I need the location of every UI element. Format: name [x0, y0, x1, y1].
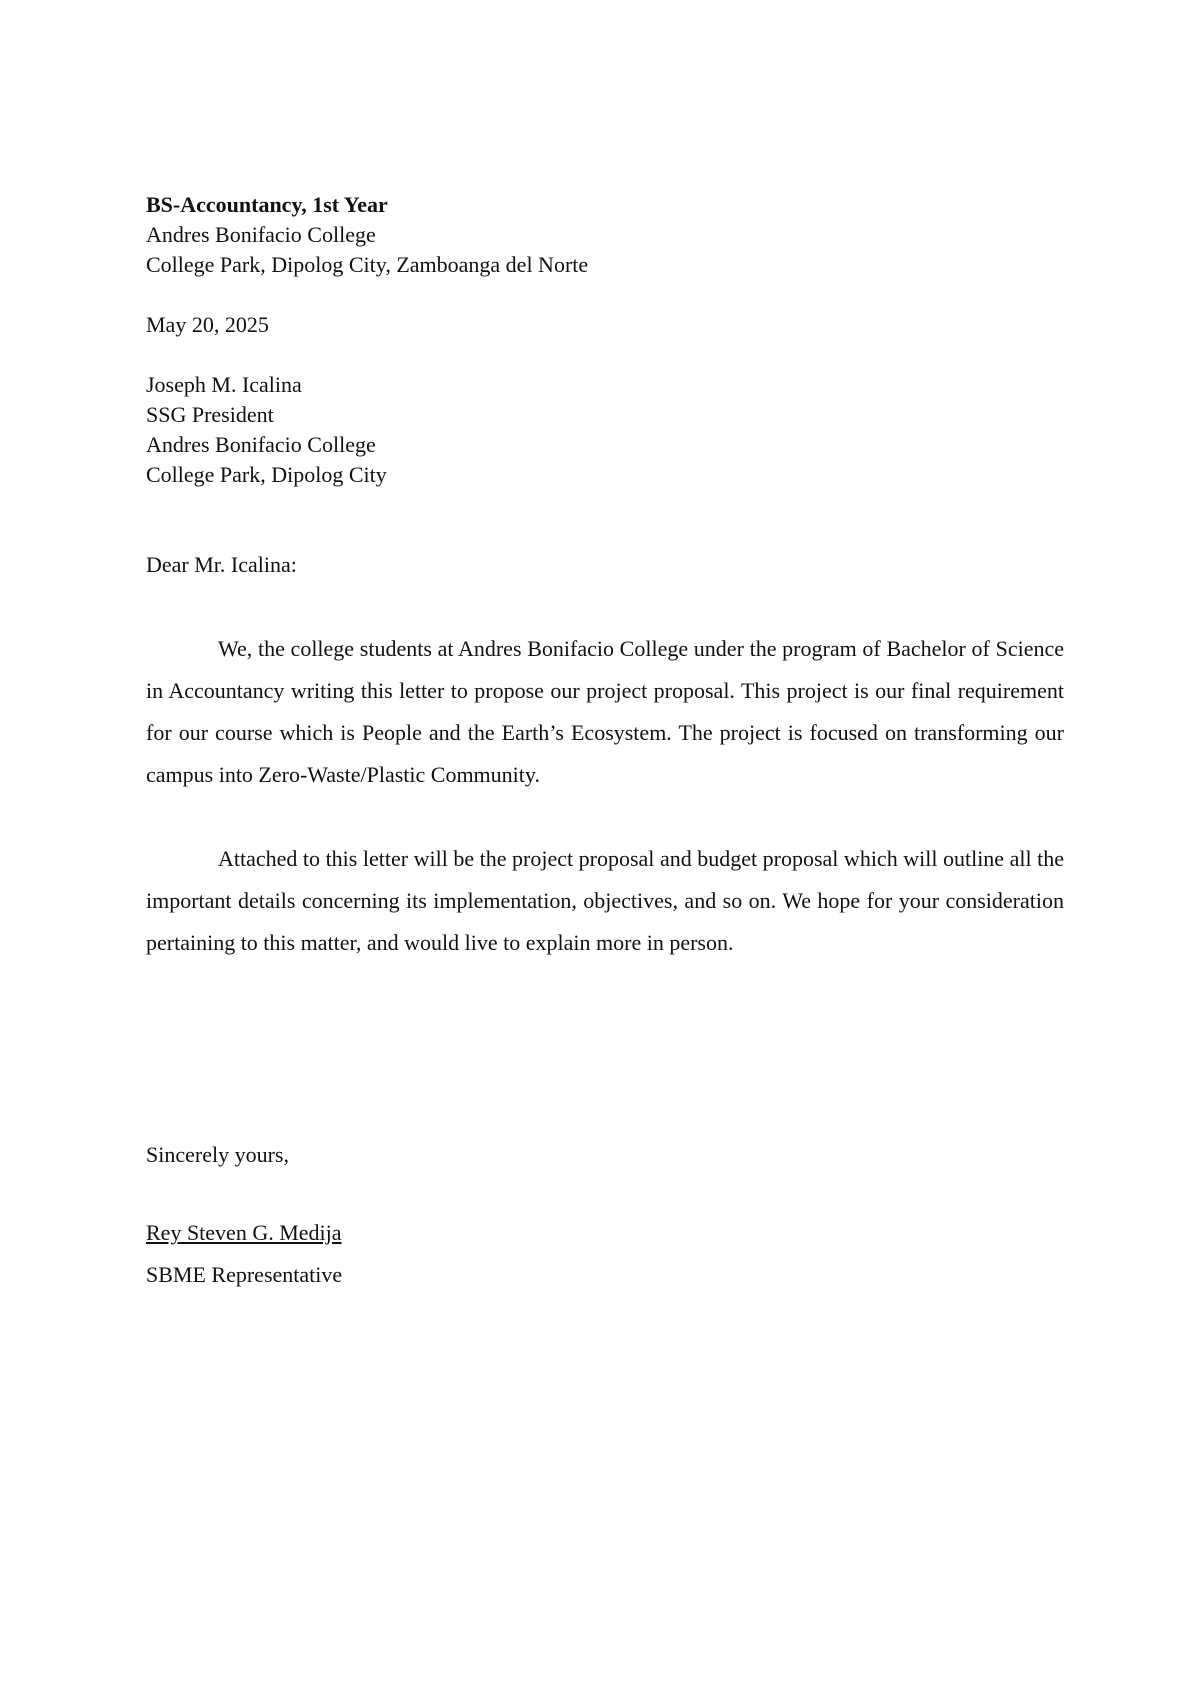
salutation-block — [146, 550, 1064, 580]
letter — [146, 190, 1064, 1296]
recipient-name: Joseph M. Icalina — [146, 372, 302, 397]
sender-program: BS-Accountancy, 1st Year — [146, 192, 388, 217]
letter-date: May 20, 2025 — [146, 312, 269, 337]
sender-school: Andres Bonifacio College — [146, 222, 376, 247]
closing: Sincerely yours, — [146, 1142, 289, 1167]
recipient-block — [146, 370, 1064, 490]
recipient-address: College Park, Dipolog City — [146, 462, 387, 487]
date-block — [146, 310, 1064, 340]
closing-block — [146, 1140, 1064, 1170]
salutation: Dear Mr. Icalina: — [146, 552, 297, 577]
signature-name: Rey Steven G. Medija — [146, 1220, 342, 1245]
signature-title: SBME Representative — [146, 1262, 343, 1287]
body-paragraph-1: We, the college students at Andres Bonifacio College under the program of Bachelor of Science in Accountancy writing this letter to propose our project proposal. This project is our final requirement for our course which is People and the Earth’s Ecosystem. The project is focused on transforming our campus into Zero-Waste/Plastic Community. — [146, 636, 1064, 787]
body-paragraph-2: Attached to this letter will be the project proposal and budget proposal which will outline all the important details concerning its implementation, objectives, and so on. We hope for your consideration pertaining to this matter, and would live to explain more in person. — [146, 846, 1064, 955]
sender-block — [146, 190, 1064, 280]
recipient-title: SSG President — [146, 402, 274, 427]
recipient-school: Andres Bonifacio College — [146, 432, 376, 457]
signature-block — [146, 1212, 1064, 1296]
sender-address: College Park, Dipolog City, Zamboanga del Norte — [146, 252, 589, 277]
